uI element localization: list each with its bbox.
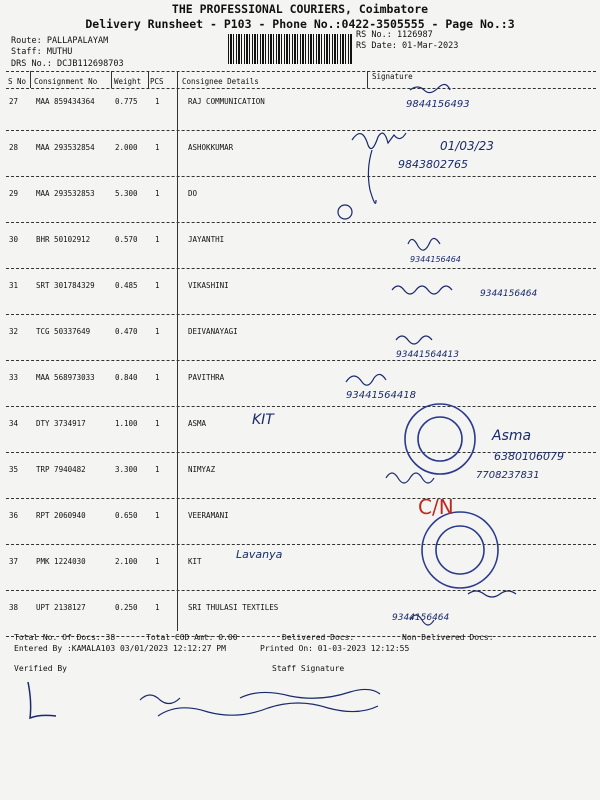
row-consignee: DO	[188, 189, 198, 198]
handwriting-r35: 7708237831	[476, 470, 540, 481]
col-divider	[177, 71, 178, 631]
signature-scribble	[410, 615, 434, 625]
row-sno: 33	[9, 373, 19, 382]
signature-scribble	[408, 238, 440, 250]
header-rule	[6, 88, 596, 89]
row-consignee: PAVITHRA	[188, 373, 225, 382]
row-consignment: TRP 7940482	[36, 465, 86, 474]
signature-scribble	[396, 336, 432, 344]
total-cod: Total COD Amt: 0.00	[146, 633, 238, 642]
row-consignment: TCG 50337649	[36, 327, 91, 336]
table-top-rule	[6, 71, 596, 72]
row-sno: 32	[9, 327, 19, 336]
handwriting-r36: C/N	[418, 495, 454, 519]
row-separator	[6, 130, 596, 131]
total-docs: Total No. Of Docs: 38	[14, 633, 116, 642]
row-weight: 2.100	[115, 557, 138, 566]
row-consignment: MAA 293532853	[36, 189, 95, 198]
row-consignee: VEERAMANI	[188, 511, 229, 520]
row-separator	[6, 268, 596, 269]
staff-signature-scribble	[240, 689, 380, 698]
row-weight: 2.000	[115, 143, 138, 152]
handwriting-r38: 9344156464	[392, 613, 450, 623]
row-pcs: 1	[155, 189, 160, 198]
row-separator	[6, 590, 596, 591]
row-separator	[6, 498, 596, 499]
signature-scribble	[338, 205, 352, 219]
courier-stamp	[422, 512, 498, 588]
courier-stamp-inner	[436, 526, 484, 574]
row-sno: 30	[9, 235, 19, 244]
barcode	[228, 34, 352, 64]
row-consignee: RAJ COMMUNICATION	[188, 97, 265, 106]
row-sno: 29	[9, 189, 19, 198]
row-consignee: ASMA	[188, 419, 207, 428]
row-weight: 0.250	[115, 603, 138, 612]
signature-scribble	[386, 473, 434, 483]
col-weight: Weight	[114, 77, 142, 86]
row-pcs: 1	[155, 419, 160, 428]
drs-number: DRS No.: DCJB112698703	[11, 59, 124, 69]
row-sno: 38	[9, 603, 19, 612]
row-weight: 0.570	[115, 235, 138, 244]
row-consignment: UPT 2138127	[36, 603, 86, 612]
row-weight: 0.840	[115, 373, 138, 382]
rs-number: RS No.: 1126987	[356, 30, 433, 40]
row-consignee: SRI THULASI TEXTILES	[188, 603, 279, 612]
col-divider	[111, 71, 112, 88]
non-delivered-docs: Non Delivered Docs:	[402, 633, 494, 642]
signature-scribble	[352, 133, 406, 149]
col-consignment: Consignment No	[34, 77, 98, 86]
handwriting-r34-kit: KIT	[252, 412, 274, 428]
col-sno: S No	[8, 77, 27, 86]
col-signature: Signature	[372, 72, 413, 81]
handwriting-r34-asma: Asma	[492, 428, 532, 444]
row-consignment: MAA 859434364	[36, 97, 95, 106]
row-separator	[6, 314, 596, 315]
row-sno: 31	[9, 281, 19, 290]
row-sno: 27	[9, 97, 19, 106]
row-consignment: PMK 1224030	[36, 557, 86, 566]
row-consignee: KIT	[188, 557, 202, 566]
row-consignee: NIMYAZ	[188, 465, 216, 474]
row-pcs: 1	[155, 97, 160, 106]
delivered-docs: Delivered Docs:	[282, 633, 355, 642]
row-consignment: RPT 2060940	[36, 511, 86, 520]
row-separator	[6, 452, 596, 453]
row-pcs: 1	[155, 511, 160, 520]
row-weight: 0.470	[115, 327, 138, 336]
row-pcs: 1	[155, 235, 160, 244]
row-consignee: VIKASHINI	[188, 281, 229, 290]
row-consignee: JAYANTHI	[188, 235, 225, 244]
row-pcs: 1	[155, 603, 160, 612]
row-consignment: MAA 293532854	[36, 143, 95, 152]
handwriting-r32: 93441564413	[396, 350, 459, 360]
row-weight: 3.300	[115, 465, 138, 474]
row-consignment: MAA 568973033	[36, 373, 95, 382]
col-consignee: Consignee Details	[182, 77, 259, 86]
row-separator	[6, 222, 596, 223]
handwriting-r33: 93441564418	[346, 390, 416, 401]
row-sno: 36	[9, 511, 19, 520]
col-divider	[367, 71, 368, 88]
col-divider	[148, 71, 149, 88]
row-consignment: DTY 3734917	[36, 419, 86, 428]
col-divider	[30, 71, 31, 88]
row-consignee: DEIVANAYAGI	[188, 327, 238, 336]
row-weight: 1.100	[115, 419, 138, 428]
entered-by: Entered By :KAMALA103 03/01/2023 12:12:27 PM	[14, 644, 226, 653]
printed-on: Printed On: 01-03-2023 12:12:55	[260, 644, 410, 653]
row-weight: 5.300	[115, 189, 138, 198]
company-title: THE PROFESSIONAL COURIERS, Coimbatore	[171, 2, 429, 16]
row-weight: 0.485	[115, 281, 138, 290]
row-separator	[6, 406, 596, 407]
staff-signature-scribble	[140, 695, 180, 704]
courier-stamp	[405, 404, 475, 474]
row-separator	[6, 360, 596, 361]
row-consignment: SRT 301784329	[36, 281, 95, 290]
row-separator	[6, 176, 596, 177]
staff-label: Staff: MUTHU	[11, 47, 73, 57]
row-weight: 0.775	[115, 97, 138, 106]
row-pcs: 1	[155, 281, 160, 290]
staff-signature-scribble	[158, 703, 378, 716]
runsheet-subtitle: Delivery Runsheet - P103 - Phone No.:0422-3505555 - Page No.:3	[85, 17, 515, 31]
col-pcs: PCS	[150, 77, 164, 86]
handwriting-r28-phone: 9843802765	[398, 158, 468, 171]
staff-signature-label: Staff Signature	[272, 664, 345, 673]
route-label: Route: PALLAPALAYAM	[11, 36, 109, 46]
courier-stamp-inner	[418, 417, 462, 461]
row-pcs: 1	[155, 143, 160, 152]
handwriting-r28-date: 01/03/23	[440, 139, 494, 153]
row-consignee: ASHOKKUMAR	[188, 143, 234, 152]
row-pcs: 1	[155, 465, 160, 474]
handwriting-r34-phone: 6380106079	[494, 450, 564, 463]
rs-date: RS Date: 01-Mar-2023	[356, 41, 459, 51]
row-pcs: 1	[155, 373, 160, 382]
row-sno: 28	[9, 143, 19, 152]
signature-scribble	[392, 286, 452, 294]
signature-scribble	[468, 591, 516, 597]
row-sno: 34	[9, 419, 19, 428]
signature-scribble	[346, 374, 386, 385]
row-pcs: 1	[155, 327, 160, 336]
verified-by-label: Verified By	[14, 664, 67, 673]
handwriting-r30: 9344156464	[410, 255, 461, 264]
row-sno: 35	[9, 465, 19, 474]
row-pcs: 1	[155, 557, 160, 566]
handwriting-r31: 9344156464	[480, 289, 538, 299]
row-sno: 37	[9, 557, 19, 566]
handwriting-r27: 9844156493	[406, 99, 470, 110]
row-weight: 0.650	[115, 511, 138, 520]
handwriting-r37: Lavanya	[236, 548, 283, 561]
verified-signature	[28, 682, 56, 718]
row-consignment: BHR 50102912	[36, 235, 91, 244]
row-separator	[6, 544, 596, 545]
